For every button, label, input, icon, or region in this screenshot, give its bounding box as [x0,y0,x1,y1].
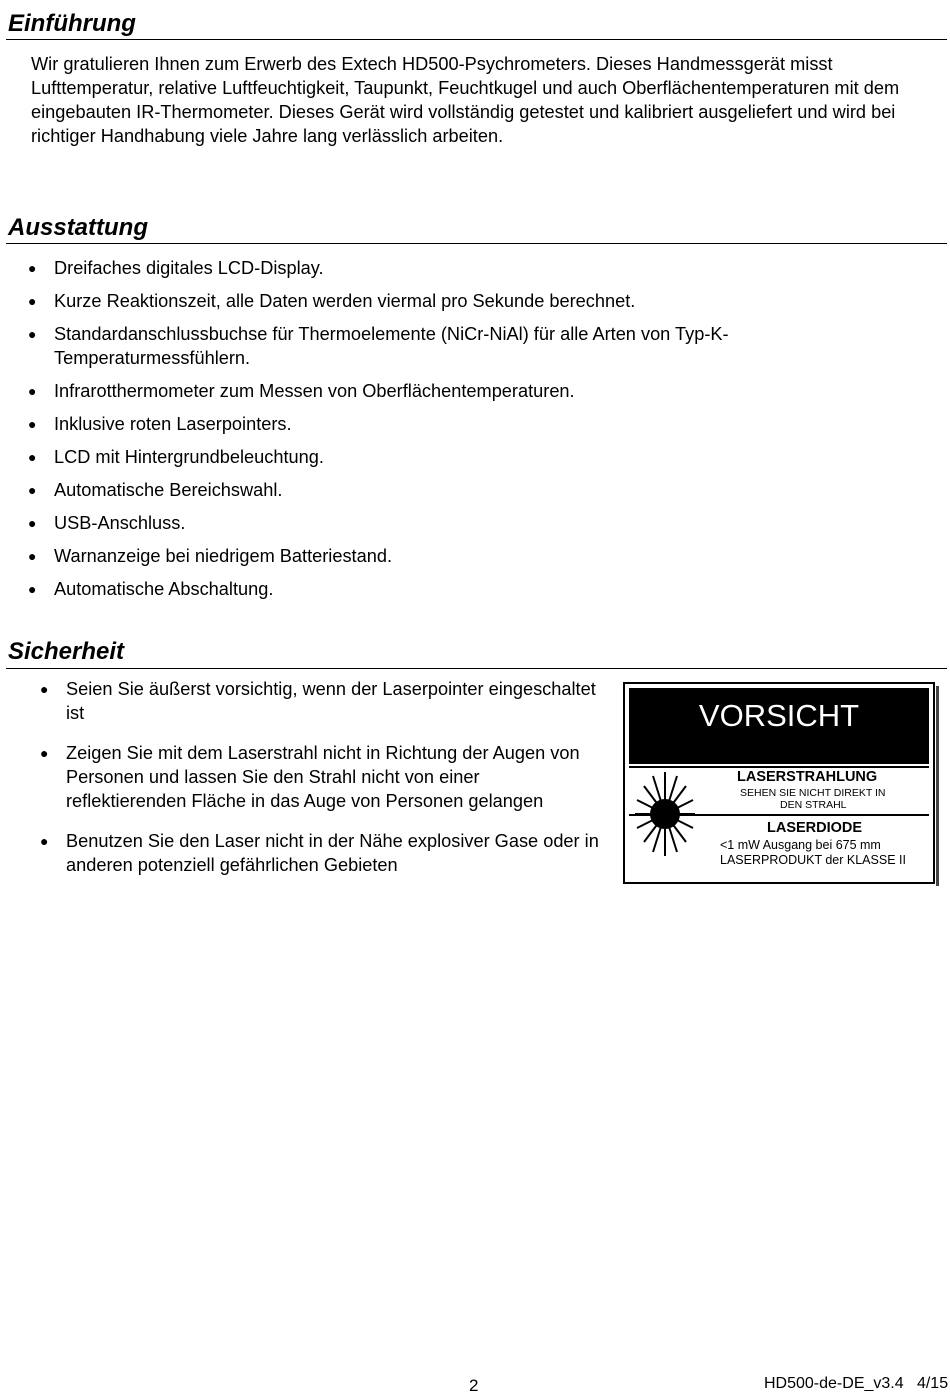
list-item: ● Warnanzeige bei niedrigem Batteriestand. [28,546,393,566]
bullet-icon: ● [28,326,37,342]
list-item: ● Standardanschlussbuchse für Thermoelemente (NiCr-NiAl) für alle Arten von Typ-K-Temperaturmessfühlern. [28,324,729,368]
list-item: ● Automatische Bereichswahl. [28,480,283,500]
list-item: ● Infrarotthermometer zum Messen von Oberflächentemperaturen. [28,381,575,401]
list-item: ● Seien Sie äußerst vorsichtig, wenn der Laserpointer eingeschaltet ist [40,679,596,723]
label-shadow [936,686,939,886]
bullet-icon: ● [28,515,37,531]
bullet-icon: ● [28,449,37,465]
list-item: ● Kurze Reaktionszeit, alle Daten werden viermal pro Sekunde berechnet. [28,291,636,311]
bullet-icon: ● [28,482,37,498]
bullet-icon: ● [28,293,37,309]
document-id: HD500-de-DE_v3.4 4/15 [764,1375,949,1392]
bullet-icon: ● [28,581,37,597]
bullet-icon: ● [40,745,49,761]
features-rule [6,243,947,244]
intro-heading: Einführung [8,10,136,37]
intro-rule [6,39,947,40]
list-item: ● USB-Anschluss. [28,513,186,533]
list-item: ● Benutzen Sie den Laser nicht in der Nähe explosiver Gase oder in anderen potenziell gefährlichen Gebieten [40,831,599,875]
label-inner-divider [629,814,929,816]
radiation-line-2: DEN STRAHL [780,799,847,811]
bullet-icon: ● [28,416,37,432]
bullet-icon: ● [40,833,49,849]
features-list [28,256,908,610]
list-item: ● Dreifaches digitales LCD-Display. [28,258,324,278]
diode-heading: LASERDIODE [767,820,863,836]
bullet-icon: ● [28,548,37,564]
features-heading: Ausstattung [8,214,148,241]
list-item: ● LCD mit Hintergrundbeleuchtung. [28,447,324,467]
list-item: ● Inklusive roten Laserpointers. [28,414,292,434]
page-number: 2 [469,1376,479,1395]
safety-list [40,677,600,893]
list-item: ● Automatische Abschaltung. [28,579,274,599]
intro-paragraph: Wir gratulieren Ihnen zum Erwerb des Extech HD500-Psychrometers. Dieses Handmessgerät misst Lufttemperatur, relative Luftfeuchtigkeit, Taupunkt, Feuchtkugel und auch Oberflächentemperaturen mit dem eingebauten IR-Thermometer. Dieses Gerät wird vollständig getestet und kalibriert ausgeliefert und wird bei richtiger Handhabung viele Jahre lang verlässlich arbeiten. [31,54,900,146]
diode-line-2: LASERPRODUKT der KLASSE II [720,853,906,867]
bullet-icon: ● [28,383,37,399]
laser-warning-label [623,682,935,884]
safety-rule [6,668,947,669]
radiation-heading: LASERSTRAHLUNG [737,769,878,785]
label-divider [629,766,929,768]
label-title: VORSICHT [629,688,929,764]
bullet-icon: ● [40,681,49,697]
list-item: ● Zeigen Sie mit dem Laserstrahl nicht in Richtung der Augen von Personen und lassen Sie den Strahl nicht von einer reflektierenden Fläche in das Auge von Personen gelangen [40,743,580,811]
diode-line-1: <1 mW Ausgang bei 675 mm [720,838,881,852]
safety-heading: Sicherheit [8,638,125,665]
radiation-line-1: SEHEN SIE NICHT DIREKT IN [740,787,886,799]
bullet-icon: ● [28,260,37,276]
